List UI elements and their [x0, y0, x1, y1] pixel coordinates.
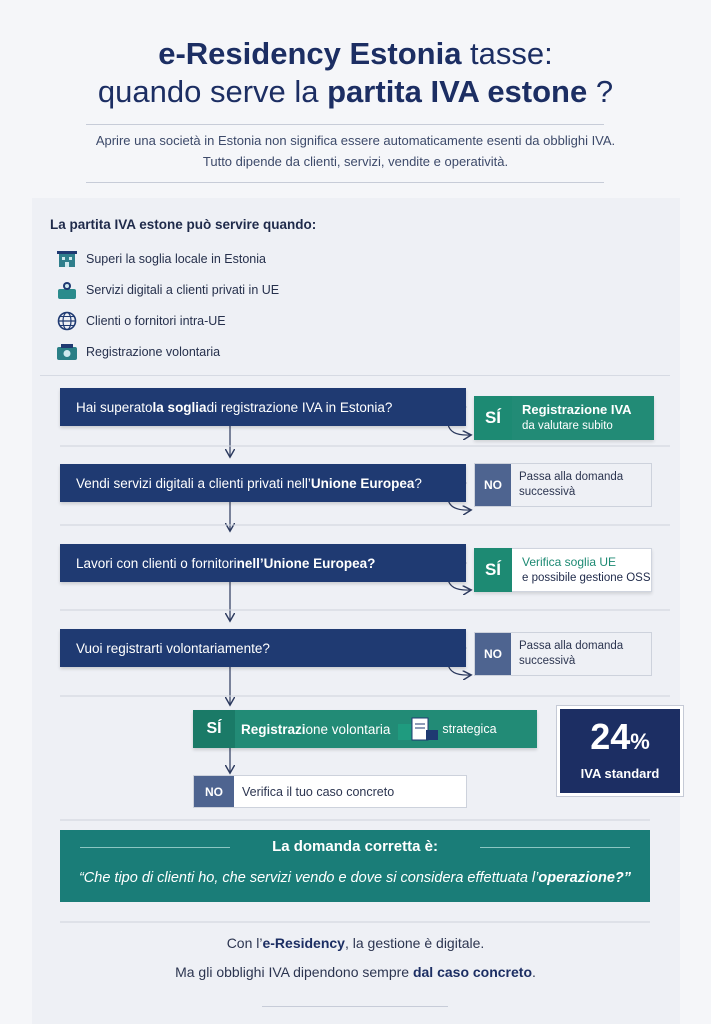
question-voluntary: Vuoi registrarti volontariamente? — [60, 629, 466, 667]
no-tag: NO — [475, 633, 511, 675]
footer-line-2: Ma gli obblighi IVA dipendono sempre dal caso concreto. — [175, 964, 536, 980]
need-item: Servizi digitali a clienti privati in UE — [56, 279, 279, 301]
answer-no-card: NO Passa alla domanda successivà — [474, 463, 652, 507]
key-question-quote: “Che tipo di clienti ho, che servizi vendo e dove si considera effettuata l’operazione?” — [78, 870, 632, 886]
question-digital-services: Vendi servizi digitali a clienti privati nell’ Unione Europea ? — [60, 464, 466, 502]
vat-rate-value: 24 — [590, 716, 631, 757]
key-question-title: La domanda corretta è: — [272, 838, 438, 855]
question-eu-clients: Lavori con clienti o fornitori nell’Unione Europea? — [60, 544, 466, 582]
final-yes-card: SÍ Registrazione volontaria strategica — [193, 710, 537, 748]
footer-line-1: Con l’e-Residency, la gestione è digitale. — [226, 935, 485, 951]
yes-tag: SÍ — [193, 710, 235, 748]
no-tag: NO — [475, 464, 511, 506]
question-threshold: Hai superato la soglia di registrazione IVA in Estonia? — [60, 388, 466, 426]
yes-tag: SÍ — [474, 548, 512, 592]
need-item: Registrazione volontaria — [56, 341, 220, 363]
divider — [262, 1006, 448, 1007]
documents-icon — [396, 714, 440, 744]
intro-line-2: Tutto dipende da clienti, servizi, vendite e operatività. — [202, 154, 509, 169]
answer-no-card: NO Passa alla domanda successivà — [474, 632, 652, 676]
page-subtitle: quando serve la partita IVA estone ? — [97, 74, 614, 109]
no-tag: NO — [194, 776, 234, 807]
vat-rate-badge: 24% IVA standard — [557, 706, 683, 796]
need-item: Clienti o fornitori intra-UE — [56, 310, 226, 332]
answer-yes-card: SÍ Registrazione IVA da valutare subito — [474, 396, 654, 440]
final-no-card: NO Verifica il tuo caso concreto — [193, 775, 467, 808]
need-item: Superi la soglia locale in Estonia — [56, 248, 266, 270]
answer-yes-card: SÍ Verifica soglia UE e possibile gestione OSS — [474, 548, 652, 592]
intro-line-1: Aprire una società in Estonia non significa essere automaticamente esenti da obblighi IVA. — [95, 133, 616, 148]
vat-rate-label: IVA standard — [580, 766, 660, 781]
title-brand: e-Residency Estonia — [158, 36, 462, 71]
page-title: e-Residency Estonia tasse: — [158, 36, 553, 71]
yes-tag: SÍ — [474, 396, 512, 440]
needs-title: La partita IVA estone può servire quando: — [50, 217, 317, 232]
key-question-box — [60, 830, 650, 902]
